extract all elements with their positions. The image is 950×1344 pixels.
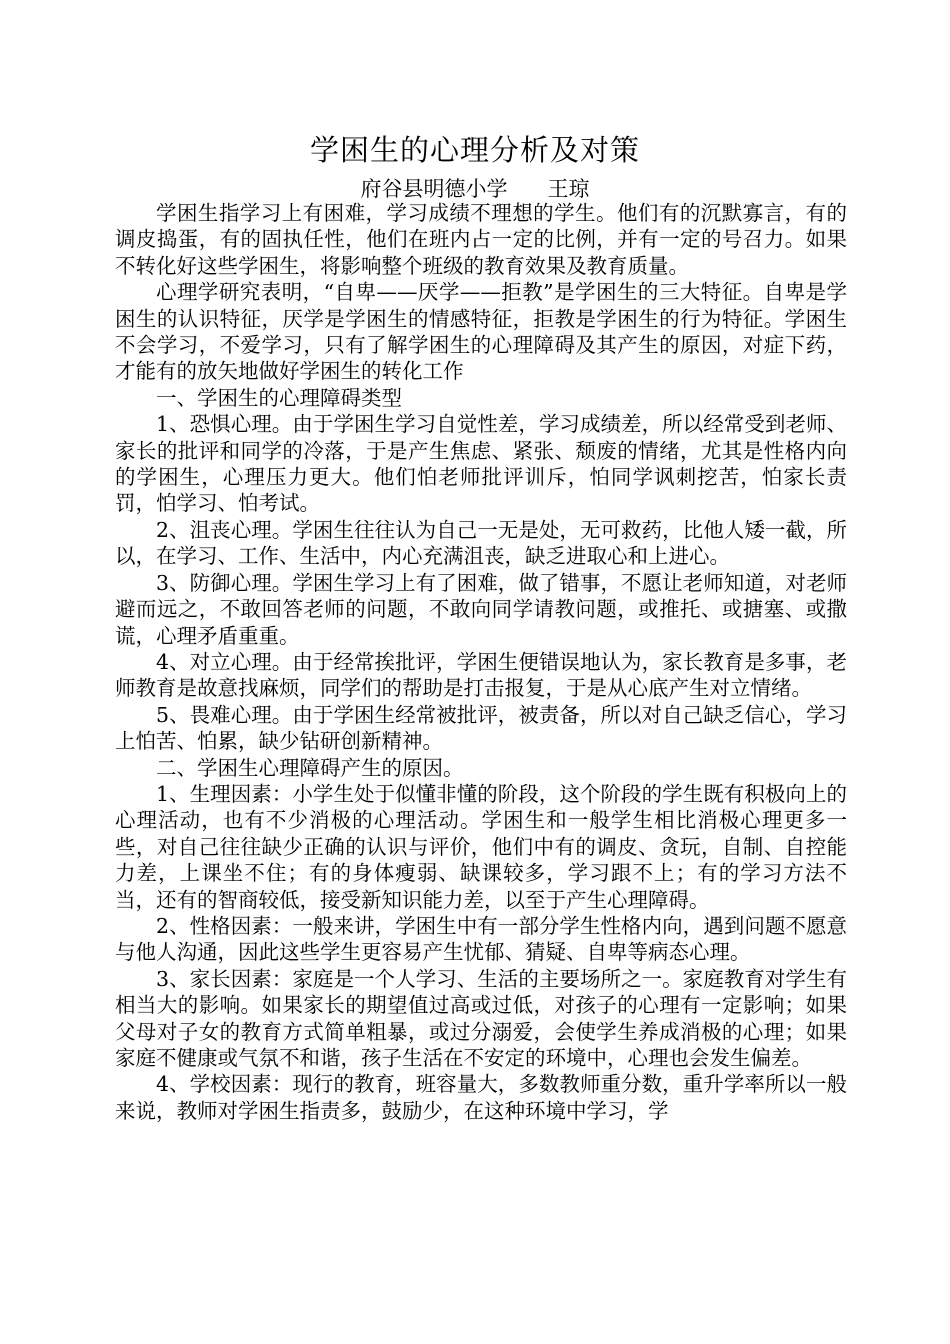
paragraph-opposition: 4、对立心理。由于经常挨批评，学困生便错误地认为，家长教育是多事，老师教育是故意找麻烦，同学们的帮助是打击报复，于是从心底产生对立情绪。	[115, 649, 847, 701]
paragraph-intro: 学困生指学习上有困难，学习成绩不理想的学生。他们有的沉默寡言，有的调皮捣蛋，有的固执任性，他们在班内占一定的比例，并有一定的号召力。如果不转化好这些学困生，将影响整个班级的教育效果及教育质量。	[115, 201, 847, 278]
document-title: 学困生的心理分析及对策	[309, 133, 640, 167]
paragraph-fear-of-difficulty: 5、畏难心理。由于学困生经常被批评，被责备，所以对自己缺乏信心，学习上怕苦、怕累，缺少钻研创新精神。	[115, 702, 847, 754]
paragraph-fear: 1、恐惧心理。由于学困生学习自觉性差，学习成绩差，所以经常受到老师、家长的批评和同学的冷落，于是产生焦虑、紧张、颓废的情绪，尤其是性格内向的学困生，心理压力更大。他们怕老师批评训斥，怕同学讽刺挖苦，怕家长责罚，怕学习、怕考试。	[115, 412, 847, 516]
paragraph-school: 4、学校因素：现行的教育，班容量大，多数教师重分数，重升学率所以一般来说，教师对学困生指责多，鼓励少，在这种环境中学习，学	[115, 1072, 847, 1123]
paragraph-family: 3、家长因素：家庭是一个人学习、生活的主要场所之一。家庭教育对学生有相当大的影响。如果家长的期望值过高或过低，对孩子的心理有一定影响；如果父母对子女的教育方式简单粗暴，或过分溺爱，会使学生养成消极的心理；如果家庭不健康或气氛不和谐，孩子生活在不安定的环境中，心理也会发生偏差。	[115, 966, 847, 1070]
document-body	[115, 200, 847, 1124]
paragraph-defense: 3、防御心理。学困生学习上有了困难，做了错事，不愿让老师知道，对老师避而远之，不敢回答老师的问题，不敢向同学请教问题，或推托、或搪塞、或撒谎，心理矛盾重重。	[115, 570, 847, 648]
section-heading-1: 一、学困生的心理障碍类型	[156, 385, 402, 410]
paragraph-dejection: 2、沮丧心理。学困生往往认为自己一无是处，无可救药，比他人矮一截，所以，在学习、工作、生活中，内心充满沮丧，缺乏进取心和上进心。	[115, 517, 847, 569]
author-byline: 府谷县明德小学 王琼	[360, 177, 590, 201]
paragraph-personality: 2、性格因素：一般来讲，学困生中有一部分学生性格内向，遇到问题不愿意与他人沟通，因此这些学生更容易产生忧郁、猜疑、自卑等病态心理。	[115, 913, 847, 965]
paragraph-physiological: 1、生理因素：小学生处于似懂非懂的阶段，这个阶段的学生既有积极向上的心理活动，也有不少消极的心理活动。学困生和一般学生相比消极心理更多一些，对自己往往缺少正确的认识与评价，他们中有的调皮、贪玩，自制、自控能力差，上课坐不住；有的身体瘦弱、缺课较多，学习跟不上；有的学习方法不当，还有的智商较低，接受新知识能力差，以至于产生心理障碍。	[115, 781, 847, 912]
paragraph-features: 心理学研究表明，“自卑——厌学——拒教”是学困生的三大特征。自卑是学困生的认识特征，厌学是学困生的情感特征，拒教是学困生的行为特征。学困生不会学习，不爱学习，只有了解学困生的心理障碍及其产生的原因，对症下药，才能有的放矢地做好学困生的转化工作	[115, 280, 847, 384]
section-heading-2: 二、学困生心理障碍产生的原因。	[156, 755, 464, 780]
